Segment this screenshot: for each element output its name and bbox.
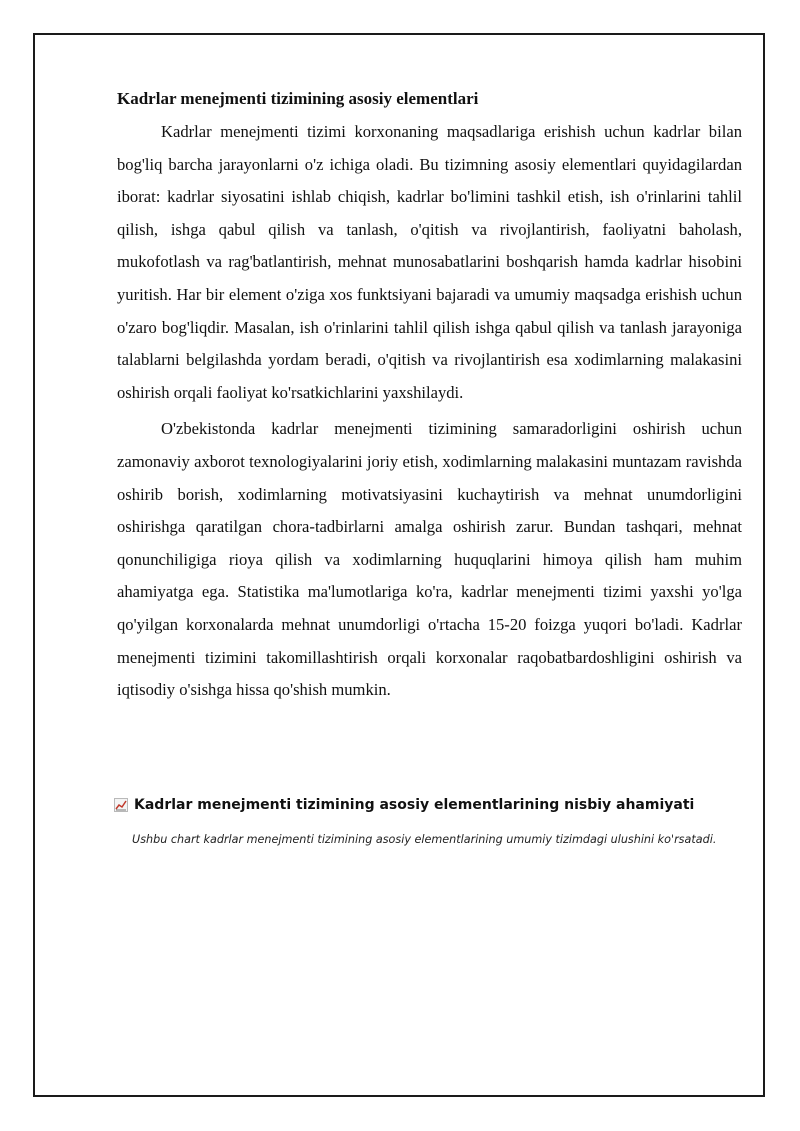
chart-description: Ushbu chart kadrlar menejmenti tizimining asosiy elementlarining umumiy tizimdagi ulushini ko'rsatadi. [132,833,717,846]
paragraph-1: Kadrlar menejmenti tizimi korxonaning maqsadlariga erishish uchun kadrlar bilan bog'liq barcha jarayonlarni o'z ichiga oladi. Bu tizimning asosiy elementlari quyidagilardan iborat: kadrlar siyosatini ishlab chiqish, kadrlar bo'limini tashkil etish, ish o'rinlarini tahlil qilish, ishga qabul qilish va tanlash, o'qitish va rivojlantirish, faoliyatni baholash, mukofotlash va rag'batlantirish, mehnat munosabatlarini boshqarish hamda kadrlar hisobini yuritish. Har bir element o'ziga xos funktsiyani bajaradi va umumiy maqsadga erishish uchun o'zaro bog'liqdir. Masalan, ish o'rinlarini tahlil qilish ishga qabul qilish va tanlash jarayoniga talablarni belgilashda yordam beradi, o'qitish va rivojlantirish esa xodimlarning malakasini oshirish orqali faoliyat ko'rsatkichlarini yaxshilaydi. [117,122,742,402]
document-body [117,86,742,711]
chart-title: Kadrlar menejmenti tizimining asosiy elementlarining nisbiy ahamiyati [134,797,695,813]
section-heading: Kadrlar menejmenti tizimining asosiy elementlari [117,89,479,108]
chart-title-row [114,797,754,813]
chart-icon [114,798,128,812]
paragraph-2: O'zbekistonda kadrlar menejmenti tizimining samaradorligini oshirish uchun zamonaviy axborot texnologiyalarini joriy etish, xodimlarning malakasini muntazam ravishda oshirib borish, xodimlarning motivatsiyasini kuchaytirish va mehnat unumdorligini oshirishga qaratilgan chora-tadbirlarni amalga oshirish zarur. Bundan tashqari, mehnat qonunchiligiga rioya qilish va xodimlarning huquqlarini himoya qilish ham muhim ahamiyatga ega. Statistika ma'lumotlariga ko'ra, kadrlar menejmenti tizimi yaxshi yo'lga qo'yilgan korxonalarda mehnat unumdorligi o'rtacha 15-20 foizga yuqori bo'ladi. Kadrlar menejmenti tizimini takomillashtirish orqali korxonalar raqobatbardoshligini oshirish va iqtisodiy o'sishga hissa qo'shish mumkin. [117,419,742,700]
